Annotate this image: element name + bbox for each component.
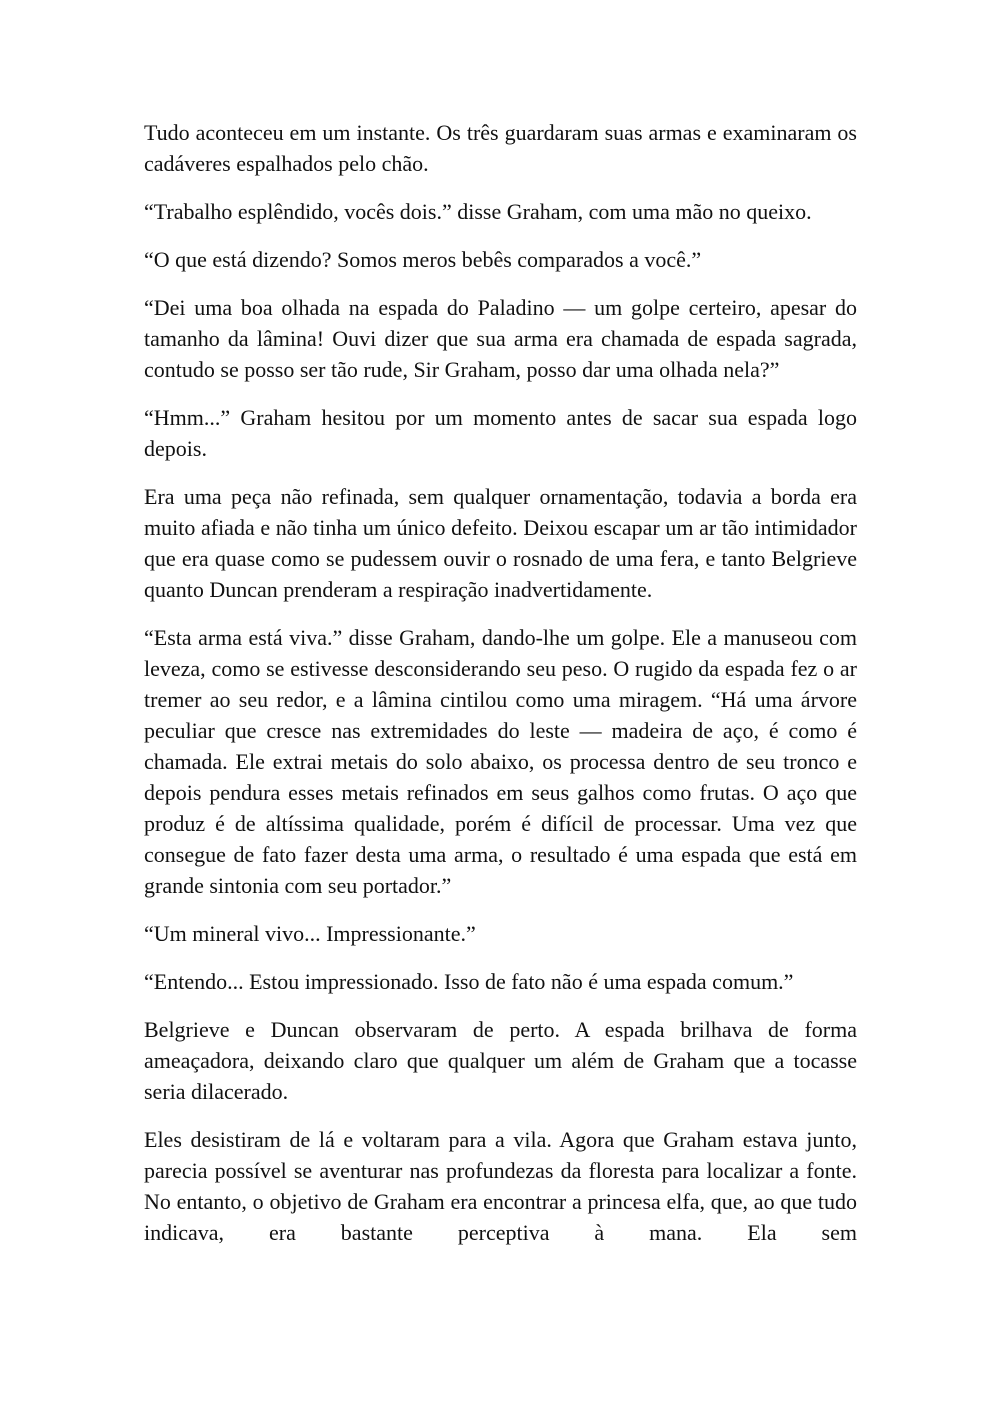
paragraph: “Um mineral vivo... Impressionante.” xyxy=(144,921,476,946)
paragraph: “Esta arma está viva.” disse Graham, dando-lhe um golpe. Ele a manuseou com leveza, como se estivesse desconsiderando seu peso. O rugido da espada fez o ar tremer ao seu redor, e a lâmina cintilou como uma miragem. “Há uma árvore peculiar que cresce nas extremidades do leste — madeira de aço, é como é chamada. Ele extrai metais do solo abaixo, os processa dentro de seu tronco e depois pendura esses metais refinados em seus galhos como frutas. O aço que produz é de altíssima qualidade, porém é difícil de processar. Uma vez que consegue de fato fazer desta uma arma, o resultado é uma espada que está em grande sintonia com seu portador.” xyxy=(144,625,857,898)
paragraph: Eles desistiram de lá e voltaram para a vila. Agora que Graham estava junto, parecia possível se aventurar nas profundezas da floresta para localizar a fonte. No entanto, o objetivo de Graham era encontrar a princesa elfa, que, ao que tudo indicava, era bastante perceptiva à mana. Ela sem xyxy=(144,1127,857,1245)
paragraph: “O que está dizendo? Somos meros bebês comparados a você.” xyxy=(144,247,702,272)
document-page xyxy=(144,117,857,1248)
paragraph: Belgrieve e Duncan observaram de perto. A espada brilhava de forma ameaçadora, deixando claro que qualquer um além de Graham que a tocasse seria dilacerado. xyxy=(144,1017,857,1104)
paragraph: “Trabalho esplêndido, vocês dois.” disse Graham, com uma mão no queixo. xyxy=(144,199,812,224)
paragraph: Tudo aconteceu em um instante. Os três guardaram suas armas e examinaram os cadáveres espalhados pelo chão. xyxy=(144,120,857,176)
paragraph: “Entendo... Estou impressionado. Isso de fato não é uma espada comum.” xyxy=(144,969,794,994)
paragraph: Era uma peça não refinada, sem qualquer ornamentação, todavia a borda era muito afiada e não tinha um único defeito. Deixou escapar um ar tão intimidador que era quase como se pudessem ouvir o rosnado de uma fera, e tanto Belgrieve quanto Duncan prenderam a respiração inadvertidamente. xyxy=(144,484,857,602)
paragraph: “Dei uma boa olhada na espada do Paladino — um golpe certeiro, apesar do tamanho da lâmina! Ouvi dizer que sua arma era chamada de espada sagrada, contudo se posso ser tão rude, Sir Graham, posso dar uma olhada nela?” xyxy=(144,295,857,382)
paragraph: “Hmm...” Graham hesitou por um momento antes de sacar sua espada logo depois. xyxy=(144,405,857,461)
